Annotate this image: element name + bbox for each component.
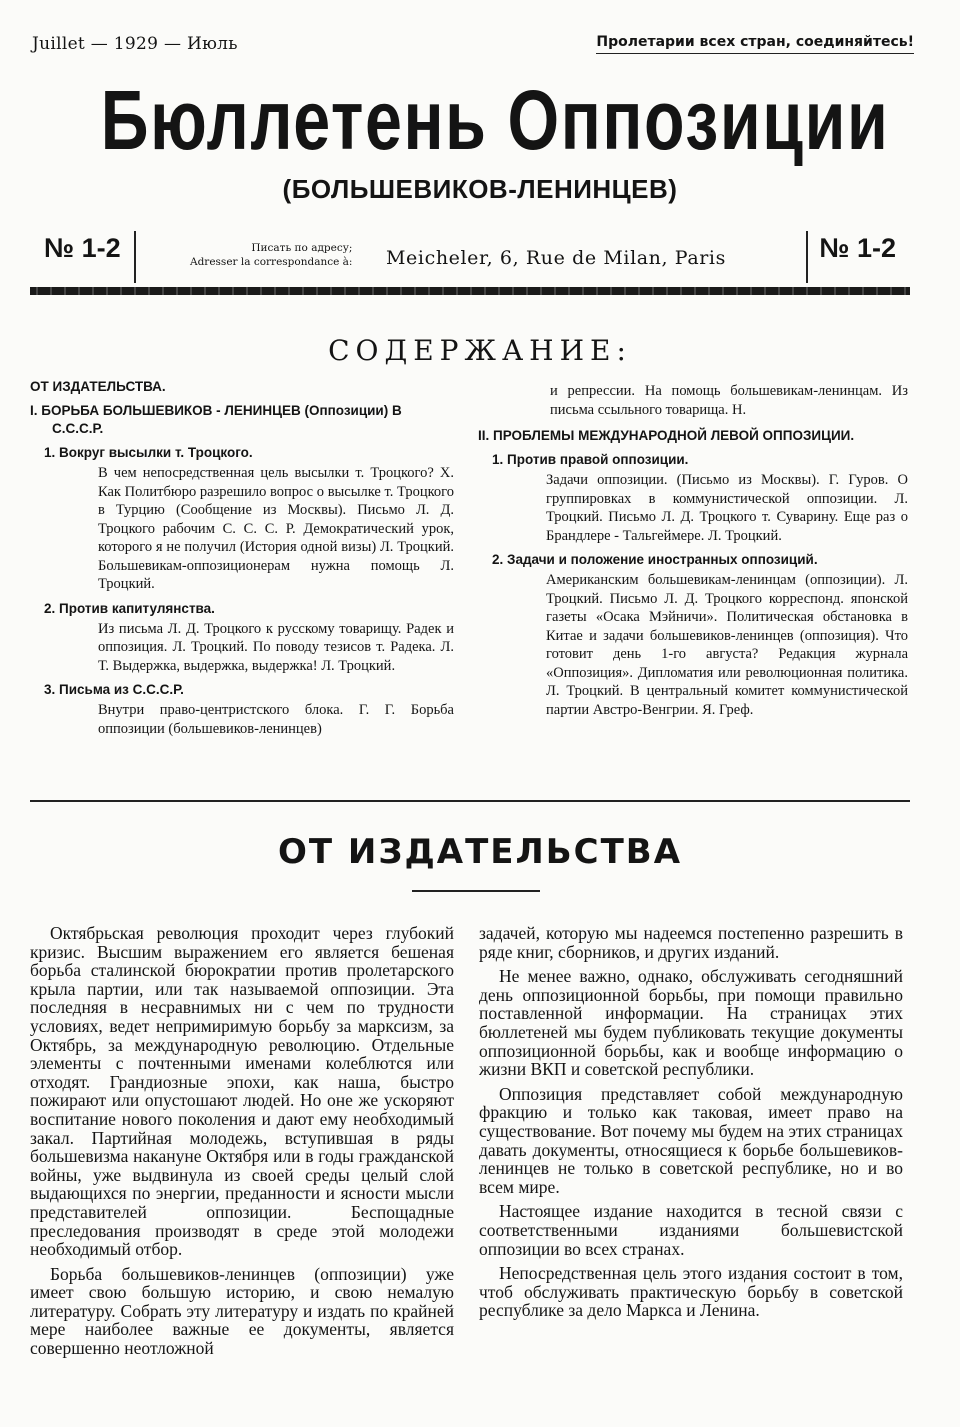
heading-underline [412, 890, 540, 892]
divider-left [134, 231, 136, 283]
toc-title: СОДЕРЖАНИЕ: [328, 334, 632, 367]
issue-date: Juillet — 1929 — Июль [32, 34, 238, 54]
toc-s1-2-body: Из письма Л. Д. Троцкого к русскому товарищу. Радек и оппозиция. Л. Троцкий. По поводу тезисов т. Радека. Л. Т. Выдержка, выдержка, выдержка! Л. Троцкий. [98, 620, 454, 674]
address-label-ru: Писать по адресу; [251, 242, 353, 254]
divider-right [806, 231, 808, 283]
masthead-title: Бюллетень Оппозиции [100, 73, 890, 167]
article-paragraph-5: Настоящее издание находится в тесной связи с соответственными изданиями большевистской оппозиции во всех странах. [479, 1201, 903, 1259]
toc-s1-1-body: В чем непосредственная цель высылки т. Троцкого? Х. Как Политбюро разрешило вопрос о высылке т. Троцкого в Турцию (Сообщение из Москвы). Письмо Л. Д. Троцкого рабочим С. С. С. Р. Демократический урок, которого я не получил (История одной визы) Л. Троцкий. Большевикам-оппозиционерам нужна помощь Л. Троцкий. [98, 465, 454, 592]
address-label [190, 241, 352, 269]
article-paragraph-1: Октябрьская революция проходит через глубокий кризис. Высшим выражением его является бешеная борьба сталинской бюрократии против пролетарского крыла партии, или так называемой оппозиции. Эта последняя в несравнимых ни с чем по трудности условиях, ведет непримиримую борьбу за марксизм, за Октябрь, за международную революцию. Отдельные элементы с почтенными именами колеблются или отходят. Грандиозные эпохи, как наша, быстро пожирают или опустошают людей. Но оне же ускоряют воспитание нового поколения и дают ему необходимый закал. Партийная молодежь, вступившая в ряды большевизма накануне Октября или в годы гражданской войны, уже выдвинула из своей среды целый слой выдающихся по энергии, преданности и ясности мысли представителей оппозиции. Беспощадные преследования производят в среде этой молодежи необходимый отбор. [30, 923, 454, 1260]
article-left-column [30, 924, 454, 1364]
toc-s1-1-title: 1. Вокруг высылки т. Троцкого. [44, 445, 253, 460]
address: Meicheler, 6, Rue de Milan, Paris [386, 247, 726, 269]
article-paragraph-2: Борьба большевиков-ленинцев (оппозиции) уже имеет свою большую историю, и свою немалую литературу. Собрать эту литературу и издать по крайней мере наиболее важные ее документы, является совершенно неотложной [30, 1263, 454, 1359]
toc-s2-1-title: 1. Против правой оппозиции. [492, 452, 689, 467]
toc-s1-3-continued: и репрессии. На помощь большевикам-ленинцам. Из письма ссыльного товарища. Н. [550, 383, 908, 418]
article-paragraph-4: Оппозиция представляет собой международную фракцию и только как таковая, имеет право на существование. Вот почему мы будем на этих страницах давать документы, относящиеся к борьбе большевиков-ленинцев не только в советской республике, но и во всем мире. [479, 1083, 903, 1197]
section-rule [30, 800, 910, 802]
toc-s1-3-body: Внутри право-центристского блока. Г. Г. Борьба оппозиции (большевиков-ленинцев) [98, 702, 454, 737]
article-paragraph-2-continued: задачей, которую мы надеемся постепенно разрешить в ряде книг, сборников, и других изданий. [479, 923, 903, 962]
toc-s1-2-title: 2. Против капитулянства. [44, 600, 215, 616]
article-heading: ОТ ИЗДАТЕЛЬСТВА [277, 832, 683, 872]
toc-s2-2-body: Американским большевикам-ленинцам (оппозиции). Л. Троцкий. Письмо Л. Д. Троцкого корреспонд. японской газеты «Осака Мэйничи». Политическая обстановка в Китае и задачи большевиков-ленинцев (оппозиция). Что готовит день 1-го августа? Редакция журнала «Оппозиция». Дипломатия или революционная политика. Л. Троцкий. В центральный комитет коммунистической партии Австро-Венгрии. Я. Греф. [546, 572, 908, 718]
toc-publisher-heading: ОТ ИЗДАТЕЛЬСТВА. [30, 379, 166, 394]
heavy-rule [30, 287, 910, 295]
article-paragraph-6: Непосредственная цель этого издания состоит в том, чтоб обслуживать практическую борьбу в советской республике за дело Маркса и Ленина. [479, 1263, 903, 1321]
article-right-column [479, 924, 903, 1326]
masthead-subtitle: (БОЛЬШЕВИКОВ-ЛЕНИНЦЕВ) [282, 174, 678, 204]
issue-bar [30, 225, 914, 283]
article-paragraph-3: Не менее важно, однако, обслуживать сегодняшний день оппозиционной борьбы, при помощи правильно поставленной информации. На страницах этих бюллетеней мы будем публиковать текущие документы оппозиционной борьбы, как и вообще информацию о жизни ВКП и советской республики. [479, 966, 903, 1080]
toc-left-column [30, 378, 454, 744]
address-label-fr: Adresser la correspondance à: [190, 256, 353, 268]
slogan: Пролетарии всех стран, соединяйтесь! [596, 34, 914, 54]
toc-s2-1-body: Задачи оппозиции. (Письмо из Москвы). Г. Гуров. О группировках в коммунистической оппозиции. Л. Троцкий. Письмо Л. Д. Троцкого т. Суварину. Еще раз о Брандлере - Тальгеймере. Л. Троцкий. [546, 472, 908, 544]
toc-section-1-title: I. БОРЬБА БОЛЬШЕВИКОВ - ЛЕНИНЦЕВ (Оппозиции) В С.С.С.Р. [30, 403, 402, 436]
issue-number-right: № 1-2 [819, 233, 896, 263]
toc-s1-3-title: 3. Письма из С.С.С.Р. [44, 682, 184, 697]
toc-right-column [478, 382, 908, 725]
toc-section-2-title: II. ПРОБЛЕМЫ МЕЖДУНАРОДНОЙ ЛЕВОЙ ОППОЗИЦИИ. [478, 428, 855, 443]
issue-number-left: № 1-2 [44, 233, 121, 263]
toc-s2-2-title: 2. Задачи и положение иностранных оппозиций. [492, 552, 818, 567]
header-top-line [32, 28, 914, 62]
